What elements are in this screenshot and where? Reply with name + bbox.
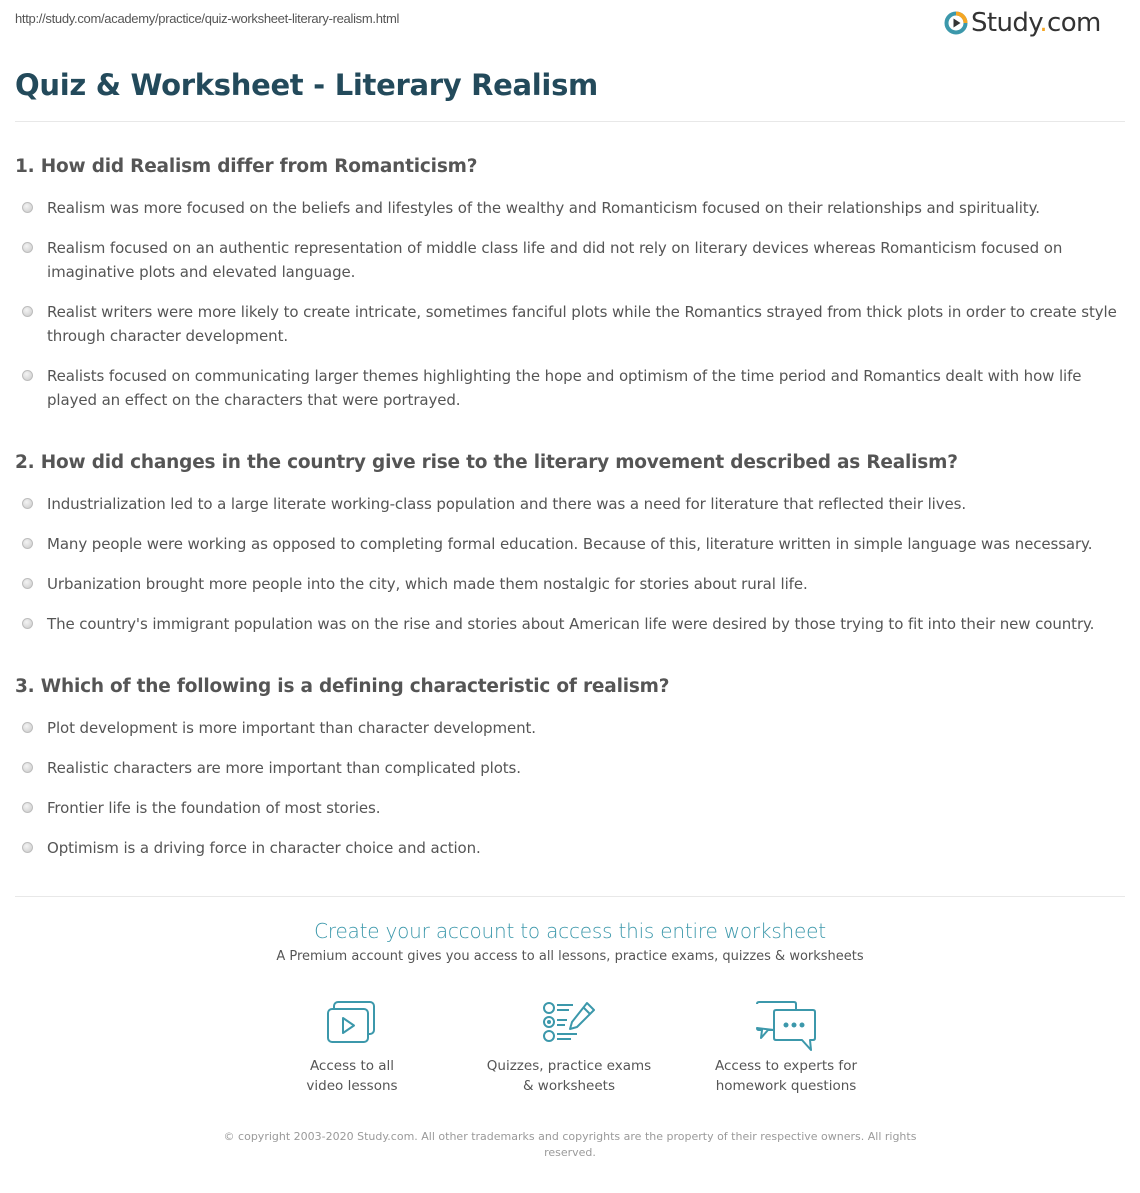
copyright-footer: © copyright 2003-2020 Study.com. All other trademarks and copyrights are the property of their respective owners. All rights reserved.: [223, 1130, 917, 1159]
question-3-title: 3. Which of the following is a defining characteristic of realism?: [15, 676, 670, 697]
feature-video-lessons: Access to all video lessons: [257, 1000, 447, 1096]
radio-button[interactable]: [22, 202, 33, 213]
question-3-option-2[interactable]: Realistic characters are more important than complicated plots.: [22, 756, 1127, 780]
radio-button[interactable]: [22, 498, 33, 509]
question-1-option-4[interactable]: Realists focused on communicating larger themes highlighting the hope and optimism of the time period and Romantics dealt with how life played an effect on the characters that were portrayed.: [22, 364, 1127, 412]
radio-button[interactable]: [22, 370, 33, 381]
play-circle-logo-icon: [944, 11, 968, 35]
question-2-option-2[interactable]: Many people were working as opposed to completing formal education. Because of this, literature written in simple language was necessary.: [22, 532, 1127, 556]
radio-button[interactable]: [22, 242, 33, 253]
feature-experts: Access to experts for homework questions: [691, 1000, 881, 1096]
question-3-option-4[interactable]: Optimism is a driving force in character choice and action.: [22, 836, 1127, 860]
radio-button[interactable]: [22, 842, 33, 853]
quiz-checklist-icon: [541, 1000, 597, 1046]
radio-button[interactable]: [22, 578, 33, 589]
radio-button[interactable]: [22, 306, 33, 317]
question-1-option-1[interactable]: Realism was more focused on the beliefs and lifestyles of the wealthy and Romanticism focused on their relationships and spirituality.: [22, 196, 1127, 220]
question-2-title: 2. How did changes in the country give rise to the literary movement described as Realism?: [15, 452, 958, 473]
question-2-option-4[interactable]: The country's immigrant population was on the rise and stories about American life were desired by those trying to fit into their new country.: [22, 612, 1127, 636]
question-1-title: 1. How did Realism differ from Romanticism?: [15, 156, 478, 177]
question-1-option-3[interactable]: Realist writers were more likely to create intricate, sometimes fanciful plots while the Romantics strayed from thick plots in order to create style through character development.: [22, 300, 1127, 348]
question-2-option-3[interactable]: Urbanization brought more people into the city, which made them nostalgic for stories about rural life.: [22, 572, 1127, 596]
page-url: http://study.com/academy/practice/quiz-worksheet-literary-realism.html: [15, 11, 400, 26]
question-2-option-1[interactable]: Industrialization led to a large literate working-class population and there was a need for literature that reflected their lives.: [22, 492, 1127, 516]
question-3-option-1[interactable]: Plot development is more important than character development.: [22, 716, 1127, 740]
page-title: Quiz & Worksheet - Literary Realism: [15, 68, 598, 102]
study-logo[interactable]: [944, 8, 1101, 38]
cta-subtitle: A Premium account gives you access to all lessons, practice exams, quizzes & worksheets: [276, 949, 864, 964]
logo-text: Study.com: [971, 8, 1101, 38]
radio-button[interactable]: [22, 618, 33, 629]
radio-button[interactable]: [22, 762, 33, 773]
title-divider: [15, 121, 1125, 122]
question-3-option-3[interactable]: Frontier life is the foundation of most stories.: [22, 796, 1127, 820]
content-divider: [15, 896, 1125, 897]
chat-bubbles-icon: [754, 1000, 818, 1052]
video-lessons-icon: [324, 1000, 380, 1046]
question-1-option-2[interactable]: Realism focused on an authentic representation of middle class life and did not rely on literary devices whereas Romanticism focused on imaginative plots and elevated language.: [22, 236, 1127, 284]
radio-button[interactable]: [22, 538, 33, 549]
create-account-link[interactable]: Create your account to access this entire worksheet: [314, 919, 826, 943]
radio-button[interactable]: [22, 802, 33, 813]
feature-quizzes: Quizzes, practice exams & worksheets: [474, 1000, 664, 1096]
radio-button[interactable]: [22, 722, 33, 733]
